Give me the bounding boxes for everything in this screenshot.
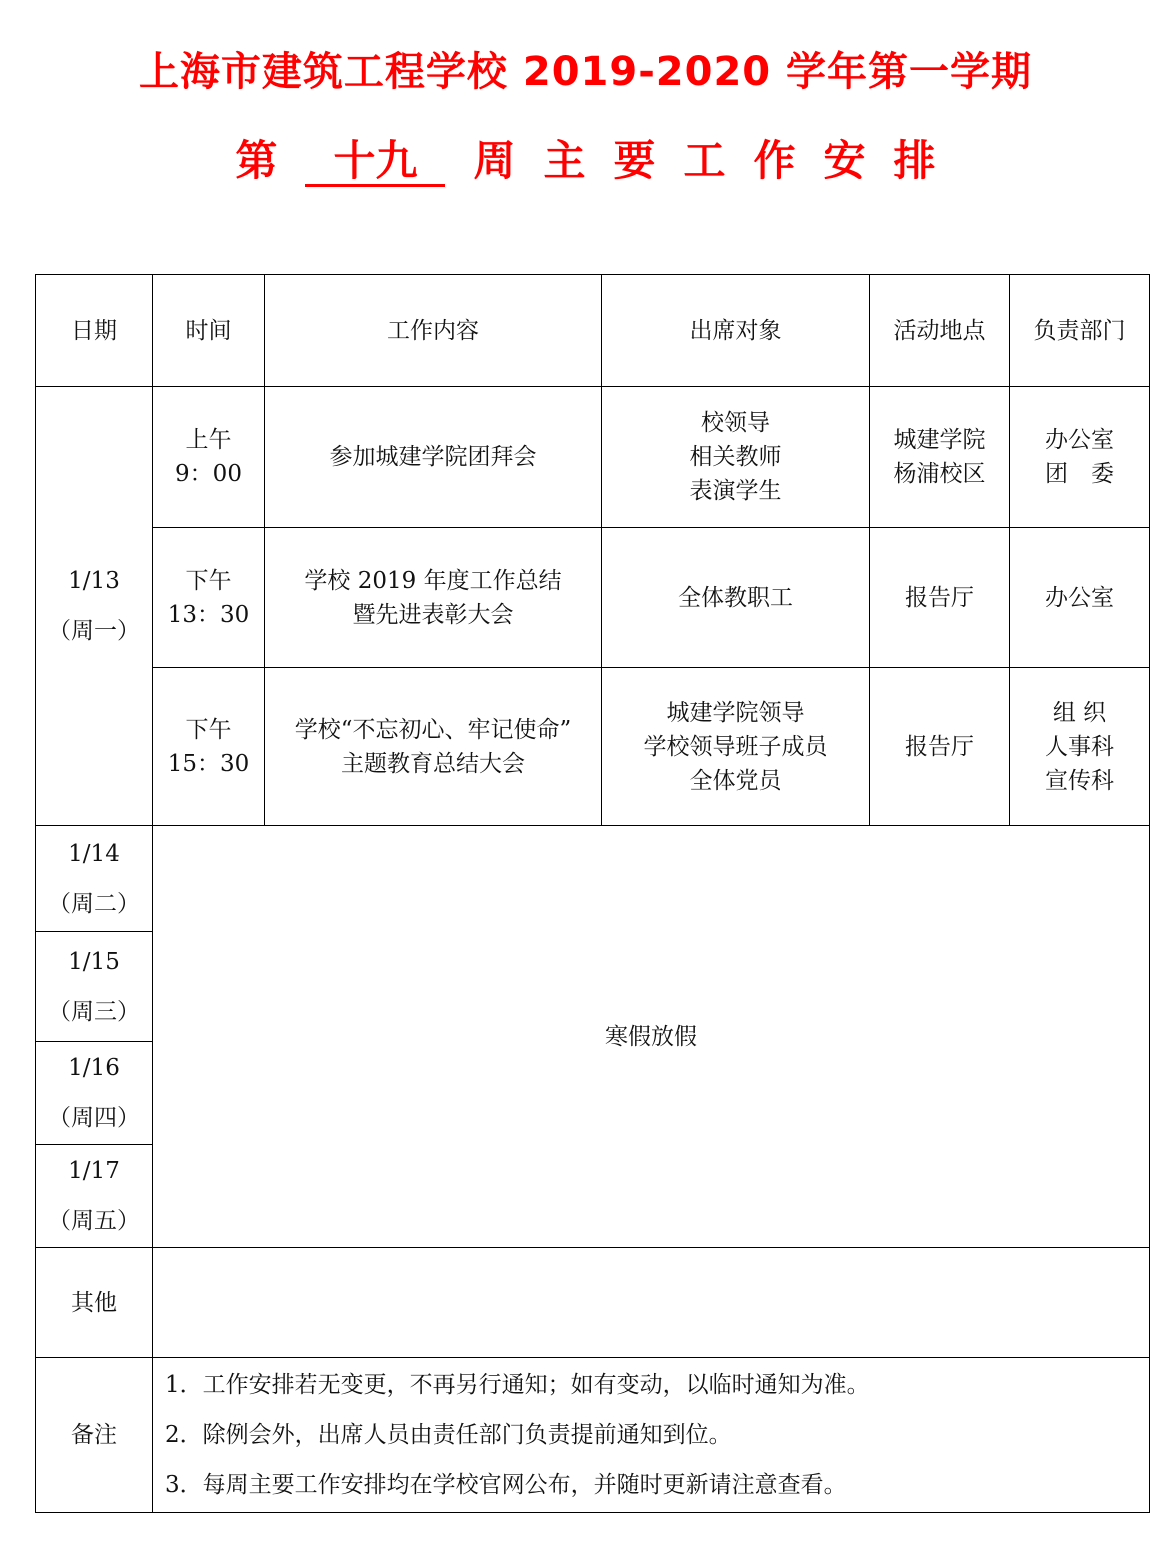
week-title-word: 排: [893, 136, 936, 185]
location-line: 城建学院: [893, 427, 986, 453]
time-period: 下午: [185, 567, 232, 594]
location-cell: [870, 668, 1010, 826]
department-cell: [1010, 668, 1150, 826]
note-item: 1．工作安排若无变更，不再另行通知；如有变动，以临时通知为准。: [165, 1372, 870, 1398]
attendee-line: 城建学院领导: [666, 699, 805, 726]
header-row: [36, 275, 1150, 387]
week-title-word: 周: [473, 136, 516, 185]
week-title-word: 工: [683, 136, 726, 185]
table-row: [36, 668, 1150, 826]
notes-row: [36, 1358, 1150, 1513]
schedule-table: [35, 274, 1150, 1513]
notes-label: 备注: [36, 1358, 153, 1513]
location-line: 报告厅: [905, 733, 974, 760]
date-text: 1/16: [68, 1055, 120, 1081]
attendees-cell: [602, 668, 870, 826]
attendee-line: 全体教职工: [678, 584, 793, 611]
content-line: 暨先进表彰大会: [352, 601, 514, 628]
department-line: 宣传科: [1045, 767, 1114, 794]
time-period: 上午: [185, 427, 232, 453]
content-line: 学校 2019 年度工作总结: [304, 567, 562, 594]
department-cell: [1010, 528, 1150, 668]
weekday-text: （周四）: [48, 1105, 140, 1131]
attendee-line: 学校领导班子成员: [643, 733, 828, 760]
date-text: 1/15: [68, 948, 120, 975]
header-location: 活动地点: [870, 275, 1010, 387]
header-time: 时间: [153, 275, 265, 387]
attendees-cell: [602, 528, 870, 668]
table-row: [36, 528, 1150, 668]
date-text: 1/14: [68, 840, 120, 867]
location-cell: [870, 387, 1010, 528]
weekday-text: （周五）: [48, 1208, 140, 1234]
date-cell-monday: [36, 387, 153, 826]
time-period: 下午: [185, 716, 232, 743]
time-cell: [153, 387, 265, 528]
time-clock: 15：30: [167, 750, 250, 777]
header-department: 负责部门: [1010, 275, 1150, 387]
note-item: 2．除例会外，出席人员由责任部门负责提前通知到位。: [165, 1422, 732, 1448]
content-cell: [265, 387, 602, 528]
other-label: 其他: [36, 1248, 153, 1358]
attendee-line: 校领导: [701, 410, 770, 436]
attendee-line: 相关教师: [689, 444, 782, 470]
content-cell: [265, 528, 602, 668]
header-content: 工作内容: [265, 275, 602, 387]
content-line: 参加城建学院团拜会: [329, 444, 537, 470]
week-number: 十九: [305, 138, 445, 187]
week-title-prefix: 第: [235, 136, 278, 185]
weekday-text: （周一）: [48, 618, 140, 644]
weekday-text: （周三）: [48, 998, 140, 1025]
date-text: 1/17: [68, 1158, 120, 1184]
content-line: 主题教育总结大会: [341, 750, 525, 777]
note-item: 3．每周主要工作安排均在学校官网公布，并随时更新请注意查看。: [165, 1472, 847, 1498]
date-cell-tuesday: [36, 826, 153, 932]
table-row: [36, 826, 1150, 932]
content-line: 学校“不忘初心、牢记使命”: [294, 716, 572, 743]
date-cell-thursday: [36, 1042, 153, 1145]
week-title-word: 要: [613, 136, 656, 185]
time-clock: 13：30: [167, 601, 250, 628]
holiday-cell: 寒假放假: [153, 826, 1150, 1248]
department-line: 团 委: [1045, 461, 1114, 487]
department-cell: [1010, 387, 1150, 528]
department-line: 人事科: [1045, 733, 1114, 760]
week-title-word: 安: [823, 136, 866, 185]
department-line: 组 织: [1052, 699, 1107, 726]
time-clock: 9：00: [175, 461, 242, 487]
other-row: [36, 1248, 1150, 1358]
time-cell: [153, 668, 265, 826]
notes-content: [153, 1358, 1150, 1513]
attendees-cell: [602, 387, 870, 528]
department-line: 办公室: [1045, 427, 1114, 453]
attendee-line: 全体党员: [689, 767, 782, 794]
header-attendees: 出席对象: [602, 275, 870, 387]
date-cell-wednesday: [36, 932, 153, 1042]
location-line: 杨浦校区: [893, 461, 986, 487]
other-content: [153, 1248, 1150, 1358]
location-cell: [870, 528, 1010, 668]
week-title: [0, 128, 1171, 188]
table-row: [36, 387, 1150, 528]
date-cell-friday: [36, 1145, 153, 1248]
document-title: 上海市建筑工程学校 2019-2020 学年第一学期: [138, 49, 1033, 95]
week-title-word: 主: [543, 136, 586, 185]
date-text: 1/13: [68, 568, 120, 594]
weekday-text: （周二）: [48, 890, 140, 917]
header-date: 日期: [36, 275, 153, 387]
attendee-line: 表演学生: [689, 478, 782, 504]
location-line: 报告厅: [905, 584, 974, 611]
time-cell: [153, 528, 265, 668]
content-cell: [265, 668, 602, 826]
department-line: 办公室: [1045, 584, 1114, 611]
week-title-word: 作: [753, 136, 796, 185]
